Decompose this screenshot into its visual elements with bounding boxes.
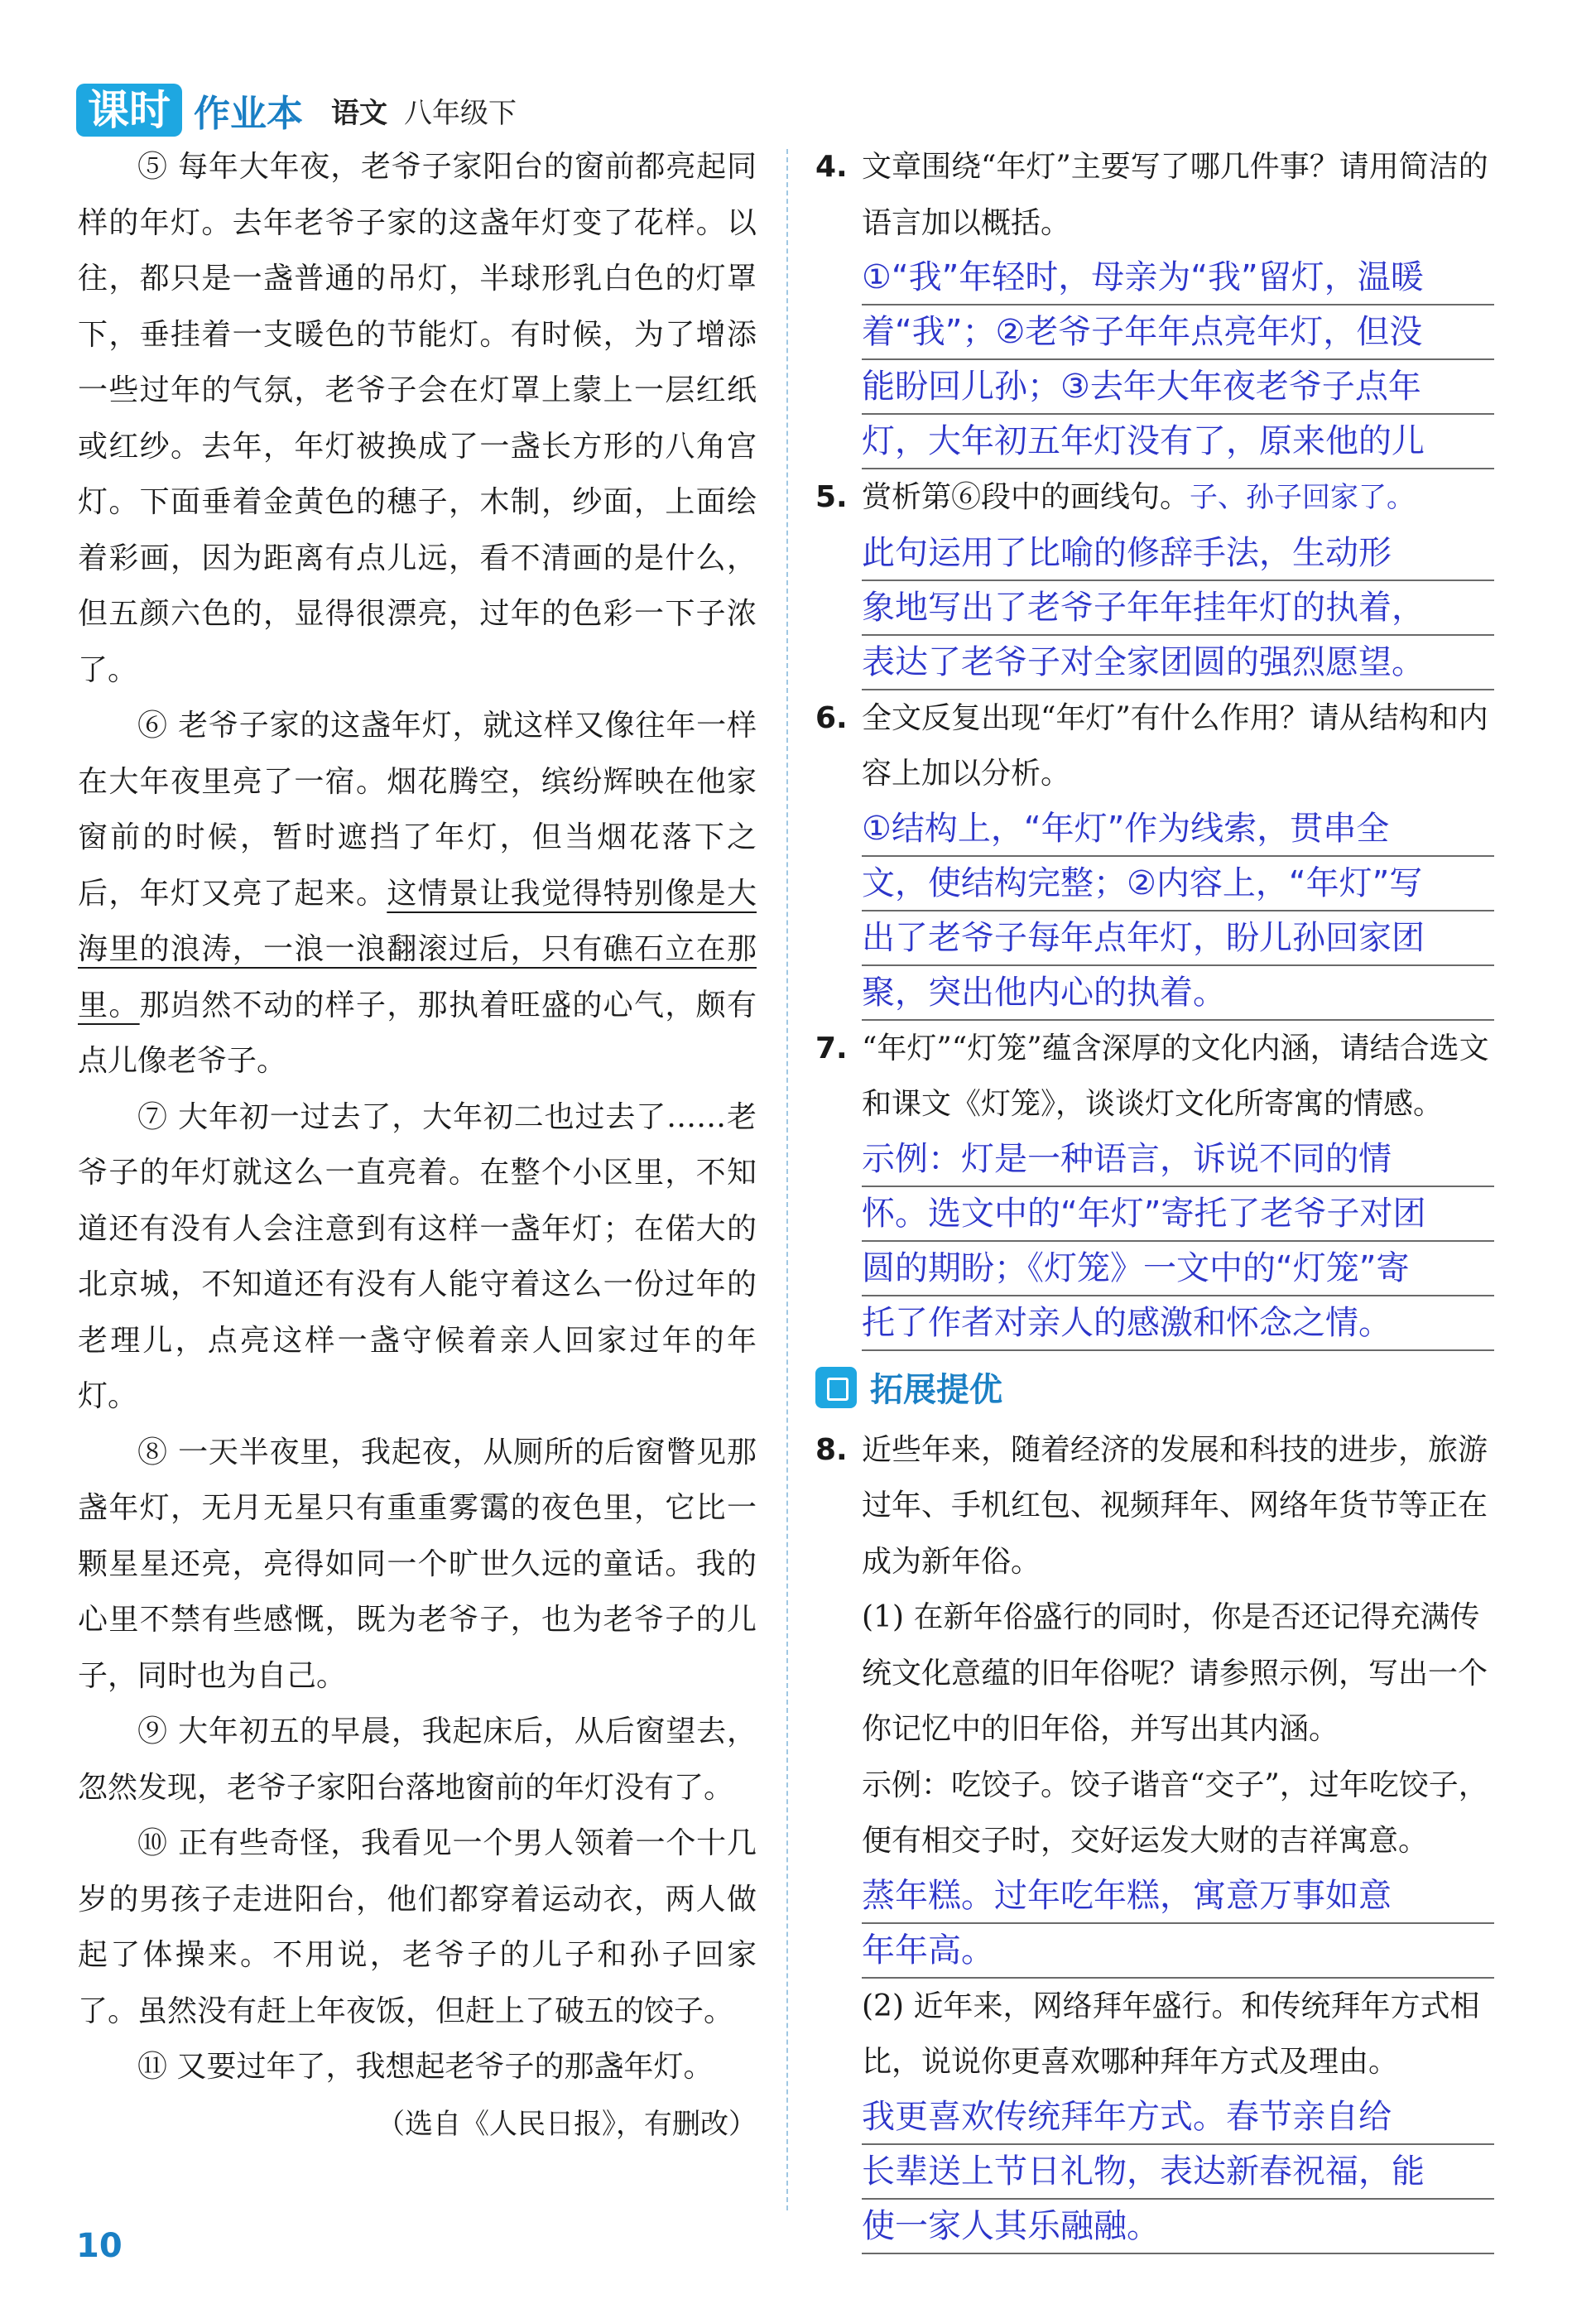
answer-8-2[interactable]	[862, 2090, 1494, 2254]
question-text: “年灯”“灯笼”蕴含深厚的文化内涵，请结合选文和课文《灯笼》，谈谈灯文化所寄寓的情感。	[862, 1031, 1489, 1121]
answer-line: 表达了老爷子对全家团圆的强烈愿望。	[862, 636, 1494, 690]
answer-line: 我更喜欢传统拜年方式。春节亲自给	[862, 2090, 1494, 2145]
source-note: （选自《人民日报》，有删改）	[377, 2107, 757, 2141]
questions-column	[815, 139, 1494, 2254]
question-text: 赏析第⑥段中的画线句。	[862, 480, 1190, 514]
page-header	[76, 81, 517, 139]
logo-badge: 课时	[76, 84, 182, 137]
paragraph-5: ⑤ 每年大年夜，老爷子家阳台的窗前都亮起同样的年灯。去年老爷子家的这盏年灯变了花样。以往，都只是一盏普通的吊灯，半球形乳白色的灯罩下，垂挂着一支暖色的节能灯。有时候，为了增添一些过年的气氛，老爷子会在灯罩上蒙上一层红纸或红纱。去年，年灯被换成了一盏长方形的八角宫灯。下面垂着金黄色的穗子，木制，纱面，上面绘着彩画，因为距离有点儿远，看不清画的是什么，但五颜六色的，显得很漂亮，过年的色彩一下子浓了。	[78, 150, 757, 687]
paragraph-7: ⑦ 大年初一过去了，大年初二也过去了……老爷子的年灯就这么一直亮着。在整个小区里，不知道还有没有人会注意到有这样一盏年灯；在偌大的北京城，不知道还有没有人能守着这么一份过年的老理儿，点亮这样一盏守候着亲人回家过年的年灯。	[78, 1099, 757, 1413]
logo-text: 作业本	[194, 93, 303, 135]
answer-line: 文，使结构完整；②内容上，“年灯”写	[862, 857, 1494, 911]
underlined-sentence: 这情景让我觉得特别像是大海里的浪涛，一浪一浪翻滚过后，只有礁石立在那里。	[78, 876, 757, 1022]
question-4	[815, 139, 1494, 251]
column-divider	[786, 149, 788, 2210]
question-number: 4.	[815, 150, 848, 184]
paragraph-8: ⑧ 一天半夜里，我起夜，从厕所的后窗瞥见那盏年灯，无月无星只有重重雾霭的夜色里，它比一颗星星还亮，亮得如同一个旷世久远的童话。我的心里不禁有些感慨，既为老爷子，也为老爷子的儿子，同时也为自己。	[78, 1435, 757, 1693]
paragraph-6	[78, 698, 757, 1089]
answer-line: ①结构上，“年灯”作为线索，贯串全	[862, 802, 1494, 857]
answer-line: 怀。选文中的“年灯”寄托了老爷子对团	[862, 1187, 1494, 1242]
question-8	[815, 1422, 1494, 1590]
answer-4[interactable]	[862, 251, 1494, 469]
answer-6[interactable]	[862, 802, 1494, 1021]
answer-line: 象地写出了老爷子年年挂年灯的执着，	[862, 581, 1494, 636]
example-text: 示例：吃饺子。饺子谐音“交子”，过年吃饺子，便有相交子时，交好运发大财的吉祥寓意。	[862, 1768, 1488, 1858]
subject-label: 语文	[331, 96, 387, 130]
question-7	[815, 1021, 1494, 1133]
answer-line: 灯，大年初五年灯没有了，原来他的儿	[862, 415, 1494, 469]
question-text: 近些年来，随着经济的发展和科技的进步，旅游过年、手机红包、视频拜年、网络年货节等正在成为新年俗。	[862, 1432, 1488, 1579]
answer-line: 圆的期盼；《灯笼》一文中的“灯笼”寄	[862, 1242, 1494, 1296]
reading-passage	[78, 139, 757, 2152]
paragraph-10: ⑩ 正有些奇怪，我看见一个男人领着一个十几岁的男孩子走进阳台，他们都穿着运动衣，两人做起了体操来。不用说，老爷子的儿子和孙子回家了。虽然没有赶上年夜饭，但赶上了破五的饺子。	[78, 1826, 757, 2028]
answer-line: 托了作者对亲人的感激和怀念之情。	[862, 1296, 1494, 1351]
section-title: 拓展提优	[870, 1371, 1002, 1409]
answer-line: 出了老爷子每年点年灯，盼儿孙回家团	[862, 911, 1494, 966]
question-8-part-1: (1) 在新年俗盛行的同时，你是否还记得充满传统文化意蕴的旧年俗呢？请参照示例，写出一个你记忆中的旧年俗，并写出其内涵。	[862, 1600, 1488, 1746]
answer-line: 聚，突出他内心的执着。	[862, 966, 1494, 1021]
question-number: 7.	[815, 1031, 848, 1065]
answer-overflow: 子、孙子回家了。	[1190, 481, 1416, 514]
question-6	[815, 690, 1494, 802]
answer-line: 年年高。	[862, 1924, 1494, 1979]
answer-line: ①“我”年轻时，母亲为“我”留灯，温暖	[862, 251, 1494, 305]
answer-8-1[interactable]	[862, 1869, 1494, 1979]
question-number: 8.	[815, 1432, 848, 1467]
question-5	[815, 469, 1494, 527]
question-number: 5.	[815, 480, 848, 514]
question-8-part-2: (2) 近年来，网络拜年盛行。和传统拜年方式相比，说说你更喜欢哪种拜年方式及理由。	[862, 1989, 1480, 2079]
pencil-note-icon	[815, 1367, 857, 1408]
answer-line: 使一家人其乐融融。	[862, 2200, 1494, 2254]
paragraph-11: ⑪ 又要过年了，我想起老爷子的那盏年灯。	[137, 2050, 714, 2084]
answer-line: 蒸年糕。过年吃年糕，寓意万事如意	[862, 1869, 1494, 1924]
question-text: 文章围绕“年灯”主要写了哪几件事？请用简洁的语言加以概括。	[862, 150, 1488, 240]
question-text: 全文反复出现“年灯”有什么作用？请从结构和内容上加以分析。	[862, 700, 1488, 791]
answer-line: 此句运用了比喻的修辞手法，生动形	[862, 527, 1494, 581]
answer-line: 着“我”；②老爷子年年点亮年灯，但没	[862, 305, 1494, 360]
answer-line: 能盼回儿孙；③去年大年夜老爷子点年	[862, 360, 1494, 415]
paragraph-6-text: ⑥ 老爷子家的这盏年灯，就这样又像往年一样在大年夜里亮了一宿。烟花腾空，缤纷辉映在他家窗前的时候，暂时遮挡了年灯，但当烟花落下之后，年灯又亮了起来。	[78, 709, 757, 911]
paragraph-6-tail: 那岿然不动的样子，那执着旺盛的心气，颇有点儿像老爷子。	[78, 988, 757, 1078]
grade-label: 八年级下	[404, 96, 517, 130]
answer-5[interactable]	[862, 527, 1494, 690]
page-number: 10	[76, 2227, 123, 2265]
answer-line: 长辈送上节日礼物，表达新春祝福，能	[862, 2145, 1494, 2200]
answer-line: 示例：灯是一种语言，诉说不同的情	[862, 1133, 1494, 1187]
section-heading	[815, 1361, 1494, 1414]
paragraph-9: ⑨ 大年初五的早晨，我起床后，从后窗望去，忽然发现，老爷子家阳台落地窗前的年灯没有了。	[78, 1715, 757, 1805]
question-number: 6.	[815, 700, 848, 735]
answer-7[interactable]	[862, 1133, 1494, 1351]
